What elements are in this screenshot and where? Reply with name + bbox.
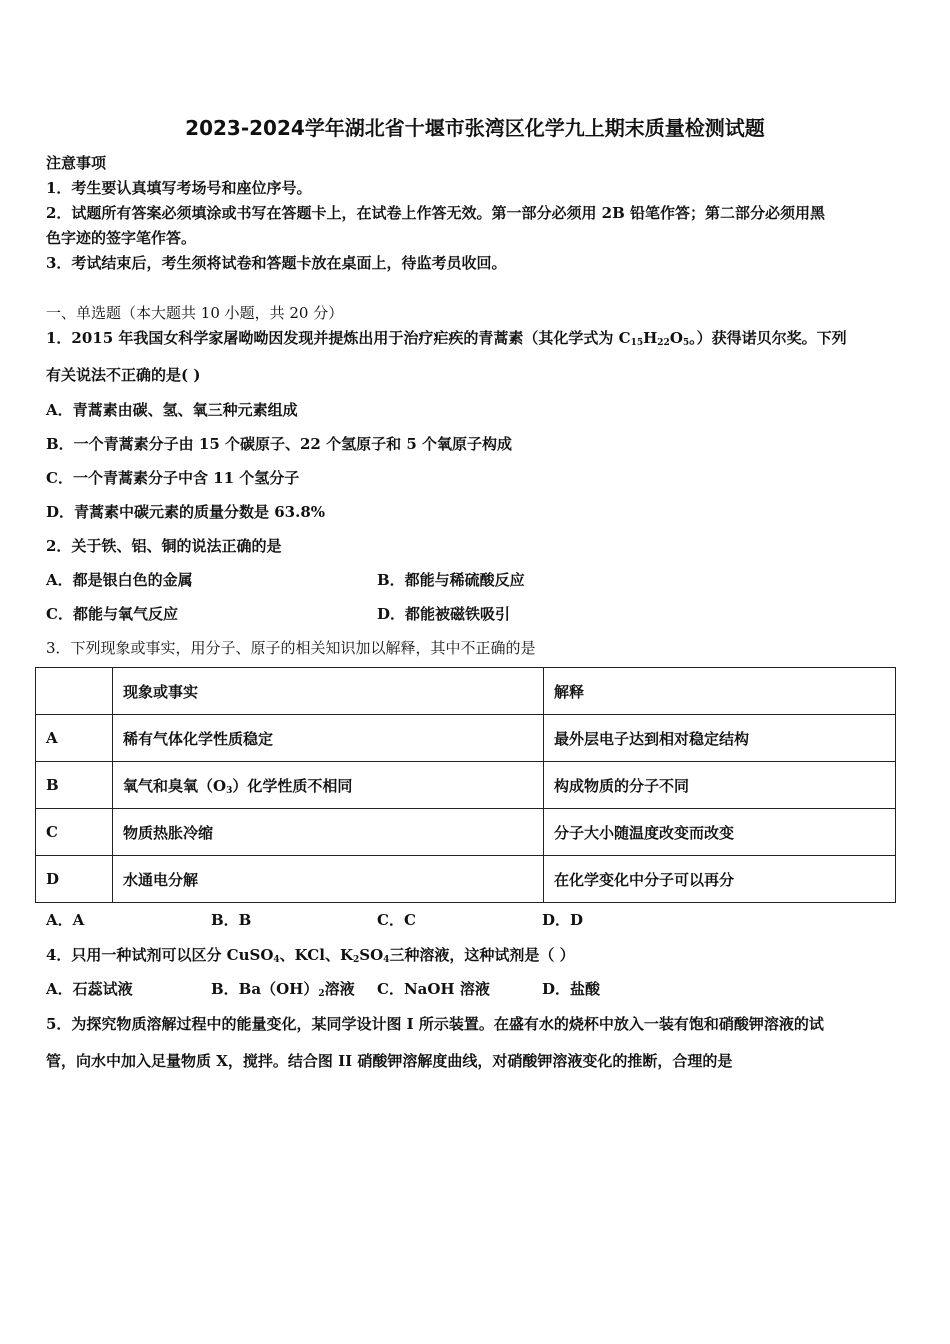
table-row: [36, 762, 896, 809]
question-5-stem: 5．为探究物质溶解过程中的能量变化，某同学设计图 I 所示装置。在盛有水的烧杯中放入一装有饱和硝酸钾溶液的试: [46, 1015, 824, 1033]
question-4-option-a: A．石蕊试液: [46, 980, 133, 998]
question-3-option-a: A．A: [46, 911, 85, 929]
question-3-table: [35, 667, 896, 903]
row-explain: 在化学变化中分子可以再分: [544, 856, 896, 903]
question-5-stem-cont: 管，向水中加入足量物质 X，搅拌。结合图 II 硝酸钾溶解度曲线，对硝酸钾溶液变化的推断，合理的是: [46, 1052, 733, 1070]
row-explain: 最外层电子达到相对稳定结构: [544, 715, 896, 762]
question-4-option-d: D．盐酸: [542, 980, 601, 998]
question-3-option-d: D．D: [542, 911, 584, 929]
row-label: A: [36, 715, 113, 762]
question-3-option-b: B．B: [211, 911, 252, 929]
table-header-row: [36, 668, 896, 715]
question-2-option-c: C．都能与氧气反应: [46, 605, 178, 623]
question-1-option-d: D．青蒿素中碳元素的质量分数是 63.8%: [46, 503, 326, 521]
question-4-option-c: C．NaOH 溶液: [377, 980, 490, 998]
notice-item-2: 2．试题所有答案必须填涂或书写在答题卡上，在试卷上作答无效。第一部分必须用 2B 铅笔作答；第二部分必须用黑: [46, 204, 826, 222]
question-2-option-d: D．都能被磁铁吸引: [377, 605, 511, 623]
table-row: [36, 809, 896, 856]
table-header-cell: [36, 668, 113, 715]
notice-item-3: 3．考试结束后，考生须将试卷和答题卡放在桌面上，待监考员收回。: [46, 254, 507, 272]
question-1-stem: 1．2015 年我国女科学家屠呦呦因发现并提炼出用于治疗疟疾的青蒿素（其化学式为 $C_{15}H_{22}O_5$。）获得诺贝尔奖。下列: [46, 329, 847, 348]
question-2-option-a: A．都是银白色的金属: [46, 571, 193, 589]
row-fact: 物质热胀冷缩: [113, 809, 544, 856]
row-label: D: [36, 856, 113, 903]
notice-heading: 注意事项: [46, 154, 107, 172]
page-title: 2023-2024学年湖北省十堰市张湾区化学九上期末质量检测试题: [185, 116, 765, 140]
row-explain: 构成物质的分子不同: [544, 762, 896, 809]
table-row: [36, 715, 896, 762]
row-fact: 氧气和臭氧$(O_3)$化学性质不相同: [113, 762, 544, 809]
question-1-option-c: C．一个青蒿素分子中含 11 个氢分子: [46, 469, 300, 487]
row-explain: 分子大小随温度改变而改变: [544, 809, 896, 856]
question-3-option-c: C．C: [377, 911, 416, 929]
row-label: B: [36, 762, 113, 809]
section-heading: 一、单选题（本大题共 10 小题，共 20 分）: [46, 304, 344, 322]
question-2-stem: 2．关于铁、铝、铜的说法正确的是: [46, 537, 282, 555]
question-4-stem: 4．只用一种试剂可以区分 CuSO$_4$、KCl、$K_2SO_4$三种溶液，这种试剂是（ ）: [46, 946, 575, 965]
row-label: C: [36, 809, 113, 856]
question-3-stem: 3．下列现象或事实，用分子、原子的相关知识加以解释，其中不正确的是: [46, 639, 536, 657]
table-row: [36, 856, 896, 903]
question-1-option-b: B．一个青蒿素分子由 15 个碳原子、22 个氢原子和 5 个氧原子构成: [46, 435, 512, 453]
question-2-option-b: B．都能与稀硫酸反应: [377, 571, 525, 589]
row-fact: 稀有气体化学性质稳定: [113, 715, 544, 762]
table-header-cell: 解释: [544, 668, 896, 715]
question-1-option-a: A．青蒿素由碳、氢、氧三种元素组成: [46, 401, 298, 419]
row-fact: 水通电分解: [113, 856, 544, 903]
question-4-option-b: B．$Ba(OH)_2$溶液: [211, 980, 355, 999]
notice-item-2-cont: 色字迹的签字笔作答。: [46, 229, 197, 247]
notice-item-1: 1．考生要认真填写考场号和座位序号。: [46, 179, 312, 197]
table-header-cell: 现象或事实: [113, 668, 544, 715]
question-1-stem-cont: 有关说法不正确的是( ): [46, 366, 201, 384]
